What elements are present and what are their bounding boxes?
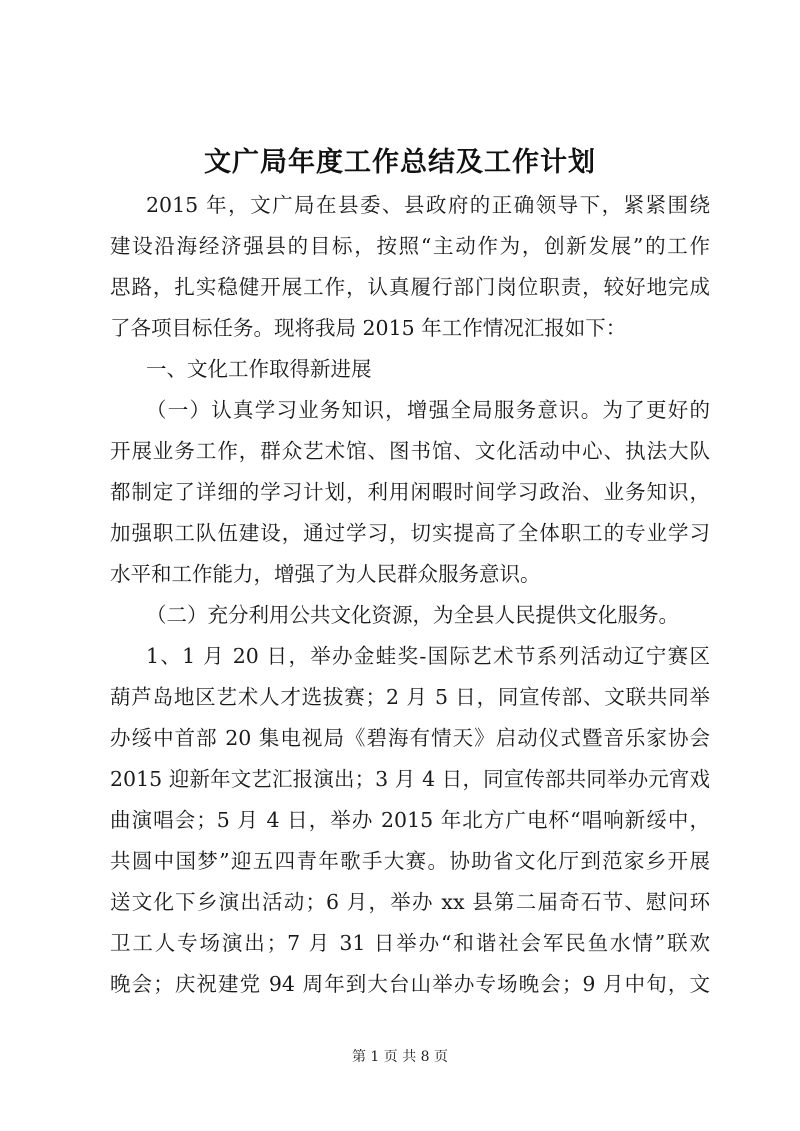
document-title: 文广局年度工作总结及工作计划 (204, 147, 596, 178)
paragraph-line: 2015 年，文广局在县委、县政府的正确领导下，紧紧围绕 (146, 193, 710, 217)
paragraph-line: 1、1 月 20 日，举办金蛙奖-国际艺术节系列活动辽宁赛区 (146, 644, 710, 668)
paragraph-line: 送文化下乡演出活动；6 月，举办 xx 县第二届奇石节、慰问环 (110, 890, 710, 914)
paragraph-line: 建设沿海经济强县的目标，按照“主动作为，创新发展”的工作 (110, 234, 710, 258)
paragraph-line: 思路，扎实稳健开展工作，认真履行部门岗位职责，较好地完成 (110, 275, 710, 299)
subsection-heading: （二）充分利用公共文化资源，为全县人民提供文化服务。 (146, 603, 679, 627)
paragraph-line: 2015 迎新年文艺汇报演出；3 月 4 日，同宣传部共同举办元宵戏 (110, 767, 710, 791)
paragraph-line: 曲演唱会；5 月 4 日，举办 2015 年北方广电杯“唱响新绥中， (110, 808, 710, 832)
paragraph-line: 都制定了详细的学习计划，利用闲暇时间学习政治、业务知识， (110, 480, 710, 504)
section-heading: 一、文化工作取得新进展 (146, 357, 372, 381)
paragraph-line: 葫芦岛地区艺术人才选拔赛；2 月 5 日，同宣传部、文联共同举 (110, 685, 710, 709)
paragraph-line: （一）认真学习业务知识，增强全局服务意识。为了更好的 (146, 398, 710, 422)
paragraph-line: 共圆中国梦”迎五四青年歌手大赛。协助省文化厅到范家乡开展 (110, 849, 710, 873)
paragraph-line: 水平和工作能力，增强了为人民群众服务意识。 (110, 562, 541, 586)
page-footer: 第 1 页 共 8 页 (351, 1049, 449, 1065)
paragraph-line: 办绥中首部 20 集电视局《碧海有情天》启动仪式暨音乐家协会 (110, 726, 710, 750)
paragraph-line: 加强职工队伍建设，通过学习，切实提高了全体职工的专业学习 (110, 521, 710, 545)
paragraph-line: 开展业务工作，群众艺术馆、图书馆、文化活动中心、执法大队 (110, 439, 710, 463)
paragraph-line: 卫工人专场演出；7 月 31 日举办“和谐社会军民鱼水情”联欢 (110, 931, 710, 955)
paragraph-line: 了各项目标任务。现将我局 2015 年工作情况汇报如下： (110, 316, 627, 340)
paragraph-line: 晚会；庆祝建党 94 周年到大台山举办专场晚会；9 月中旬，文 (110, 972, 710, 996)
